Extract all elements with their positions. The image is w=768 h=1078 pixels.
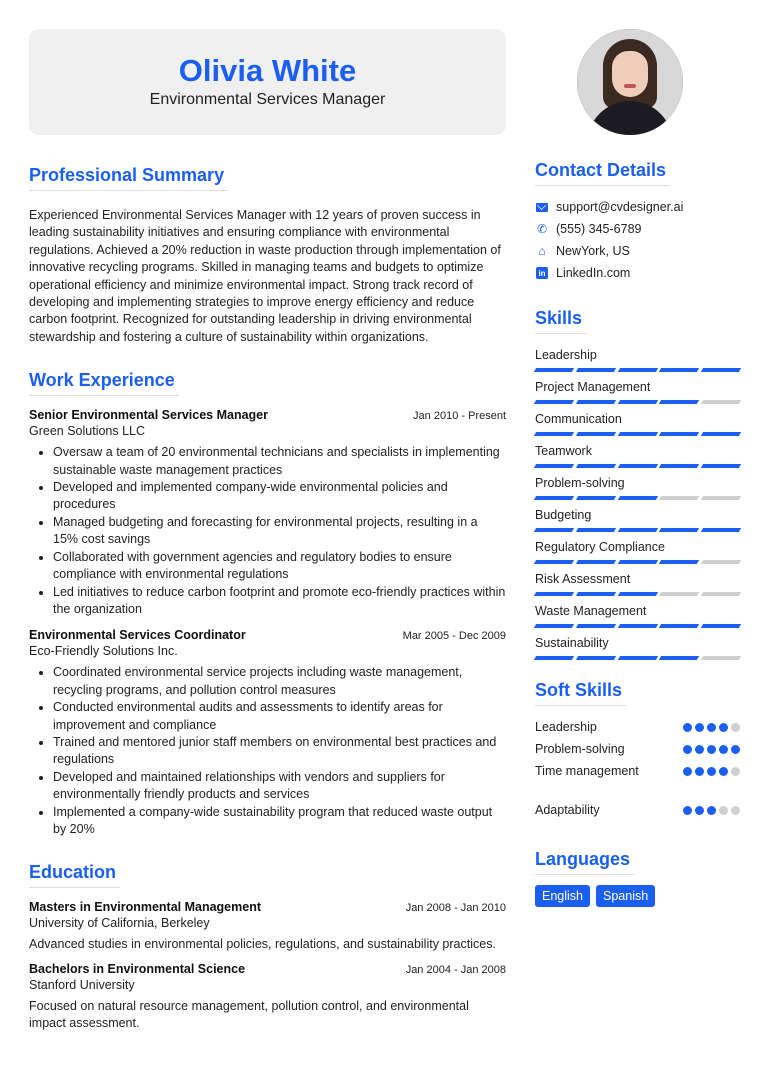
education-entry xyxy=(29,962,506,1033)
contact-email[interactable] xyxy=(535,196,740,218)
education-desc: Focused on natural resource management, pollution control, and environmental impact assessment. xyxy=(29,998,469,1031)
skill-level-meter xyxy=(535,464,740,468)
soft-skill-name: Adaptability xyxy=(535,803,600,817)
skill-name: Risk Assessment xyxy=(535,572,631,586)
skill-level-segment xyxy=(659,464,699,468)
job-bullet: • Conducted environmental audits and assessments to identify areas for improvement and compliance xyxy=(53,699,506,734)
job-dates: Jan 2010 - Present xyxy=(413,410,506,423)
rating-dot xyxy=(683,806,692,815)
skill-item xyxy=(535,410,740,436)
skill-name: Sustainability xyxy=(535,636,609,650)
skill-level-segment xyxy=(576,496,616,500)
skill-level-segment xyxy=(659,400,699,404)
contact-location xyxy=(535,240,740,262)
soft-skills-list xyxy=(535,716,740,821)
soft-skill-name: Problem-solving xyxy=(535,742,625,756)
skill-level-segment xyxy=(534,624,574,628)
job-bullets xyxy=(29,444,506,618)
home-icon: ⌂ xyxy=(538,244,546,258)
rating-dot xyxy=(683,767,692,776)
language-tag: English xyxy=(535,885,590,907)
skill-level-segment xyxy=(576,656,616,660)
rating-dot xyxy=(707,806,716,815)
skill-level-segment xyxy=(617,592,657,596)
skill-level-segment xyxy=(701,624,741,628)
skill-level-segment xyxy=(701,432,741,436)
skill-level-segment xyxy=(576,368,616,372)
job-company: Eco-Friendly Solutions Inc. xyxy=(29,644,178,659)
envelope-icon xyxy=(535,200,549,214)
skill-level-segment xyxy=(617,528,657,532)
skills-list xyxy=(535,346,740,660)
skill-level-segment xyxy=(576,464,616,468)
skill-name: Regulatory Compliance xyxy=(535,540,665,554)
skill-level-meter xyxy=(535,400,740,404)
skill-name: Budgeting xyxy=(535,508,592,522)
contact-linkedin[interactable] xyxy=(535,262,740,284)
soft-skill-rating xyxy=(683,745,740,754)
experience-heading: Work Experience xyxy=(29,370,179,396)
skill-level-segment xyxy=(617,496,657,500)
skill-level-meter xyxy=(535,432,740,436)
skill-item xyxy=(535,346,740,372)
rating-dot xyxy=(695,767,704,776)
school: Stanford University xyxy=(29,977,135,992)
job-role: Senior Environmental Services Manager xyxy=(29,408,268,423)
skill-level-segment xyxy=(617,560,657,564)
rating-dot xyxy=(695,745,704,754)
skill-level-segment xyxy=(617,656,657,660)
language-tag: Spanish xyxy=(596,885,655,907)
skill-name: Leadership xyxy=(535,348,597,362)
skill-name: Project Management xyxy=(535,380,651,394)
rating-dot xyxy=(683,723,692,732)
skill-item xyxy=(535,634,740,660)
phone-icon: ✆ xyxy=(536,222,548,236)
skill-level-segment xyxy=(659,496,699,500)
rating-dot xyxy=(707,745,716,754)
soft-skill-item xyxy=(535,738,740,760)
skill-level-meter xyxy=(535,592,740,596)
skill-level-segment xyxy=(576,592,616,596)
skill-level-segment xyxy=(617,368,657,372)
skills-heading: Skills xyxy=(535,308,586,334)
skill-level-segment xyxy=(576,624,616,628)
rating-dot xyxy=(731,745,740,754)
profile-photo xyxy=(577,29,683,135)
skill-level-segment xyxy=(659,624,699,628)
header-card xyxy=(29,29,506,135)
skill-level-segment xyxy=(534,464,574,468)
skill-level-segment xyxy=(534,432,574,436)
job-bullet: • Trained and mentored junior staff members on environmental best practices and regulations xyxy=(53,734,506,769)
job-entry xyxy=(29,628,506,838)
location-text: NewYork, US xyxy=(556,244,630,258)
skill-item xyxy=(535,538,740,564)
soft-skill-rating xyxy=(683,806,740,815)
skill-level-segment xyxy=(534,592,574,596)
skill-item xyxy=(535,442,740,468)
skill-level-segment xyxy=(576,560,616,564)
skill-level-segment xyxy=(534,496,574,500)
summary-heading: Professional Summary xyxy=(29,165,228,191)
soft-skill-item xyxy=(535,760,740,782)
job-bullet: • Collaborated with government agencies and regulatory bodies to ensure compliance with environmental regulations xyxy=(53,549,506,584)
linkedin-text: LinkedIn.com xyxy=(556,266,631,280)
skill-level-segment xyxy=(617,400,657,404)
skill-level-segment xyxy=(701,592,741,596)
skill-level-meter xyxy=(535,656,740,660)
skill-level-segment xyxy=(534,528,574,532)
skill-level-segment xyxy=(576,528,616,532)
soft-skill-name: Time management xyxy=(535,764,639,778)
job-bullet: • Coordinated environmental service projects including waste management, recycling programs, and pollution control measures xyxy=(53,664,506,699)
linkedin-icon: in xyxy=(535,266,549,280)
education-heading: Education xyxy=(29,862,120,888)
email-text: support@cvdesigner.ai xyxy=(556,200,684,214)
rating-dot xyxy=(719,806,728,815)
skill-level-segment xyxy=(701,656,741,660)
skill-level-segment xyxy=(701,528,741,532)
rating-dot xyxy=(719,745,728,754)
skill-level-segment xyxy=(534,656,574,660)
rating-dot xyxy=(683,745,692,754)
skill-item xyxy=(535,378,740,404)
skill-level-segment xyxy=(659,592,699,596)
skill-level-segment xyxy=(701,464,741,468)
skill-name: Teamwork xyxy=(535,444,592,458)
education-dates: Jan 2008 - Jan 2010 xyxy=(405,902,506,915)
main-column xyxy=(29,165,506,1033)
skill-level-segment xyxy=(659,432,699,436)
skill-level-segment xyxy=(576,400,616,404)
skill-level-meter xyxy=(535,496,740,500)
job-entry xyxy=(29,408,506,618)
skill-level-segment xyxy=(576,432,616,436)
soft-skill-item xyxy=(535,716,740,738)
skill-name: Communication xyxy=(535,412,622,426)
skill-level-segment xyxy=(617,464,657,468)
skill-level-segment xyxy=(659,560,699,564)
rating-dot xyxy=(731,723,740,732)
languages-heading: Languages xyxy=(535,849,634,875)
candidate-name: Olivia White xyxy=(178,53,357,88)
skill-level-meter xyxy=(535,624,740,628)
skill-item xyxy=(535,570,740,596)
job-bullet: • Developed and implemented company-wide environmental policies and procedures xyxy=(53,479,506,514)
job-bullet: • Implemented a company-wide sustainability program that reduced waste output by 20% xyxy=(53,804,506,839)
skill-level-meter xyxy=(535,368,740,372)
skill-level-segment xyxy=(659,656,699,660)
skill-level-segment xyxy=(701,496,741,500)
skill-level-segment xyxy=(534,368,574,372)
skill-item xyxy=(535,506,740,532)
skill-level-meter xyxy=(535,528,740,532)
soft-skills-heading: Soft Skills xyxy=(535,680,626,706)
education-entry xyxy=(29,900,506,953)
degree: Bachelors in Environmental Science xyxy=(29,961,246,976)
rating-dot xyxy=(719,767,728,776)
soft-skill-item xyxy=(535,799,740,821)
summary-text: Experienced Environmental Services Manager with 12 years of proven success in leading sustainability initiatives and ensuring compliance with environmental regulations. Achieved a 20% reduction in waste production through implementation of innovative recycling programs. Skilled in managing teams and budgets to optimize operational efficiency and minimize environmental impact. Strong track record of developing and implementing strategies to improve energy efficiency and reduce carbon footprint. Recognized for outstanding leadership in driving environmental stewardship and fostering a culture of sustainability within organizations. xyxy=(29,208,501,344)
skill-level-segment xyxy=(659,368,699,372)
soft-skill-rating xyxy=(683,723,740,732)
skill-level-segment xyxy=(534,400,574,404)
rating-dot xyxy=(731,767,740,776)
education-desc: Advanced studies in environmental policies, regulations, and sustainability practices. xyxy=(29,937,496,952)
skill-level-meter xyxy=(535,560,740,564)
skill-level-segment xyxy=(701,368,741,372)
job-bullet: • Developed and maintained relationships with vendors and suppliers for environmentally friendly products and services xyxy=(53,769,506,804)
contact-phone[interactable] xyxy=(535,218,740,240)
soft-skill-rating xyxy=(683,767,740,776)
skill-item xyxy=(535,602,740,628)
job-bullet: • Oversaw a team of 20 environmental technicians and specialists in implementing sustainable waste management practices xyxy=(53,444,506,479)
job-bullets xyxy=(29,664,506,838)
contact-heading: Contact Details xyxy=(535,160,670,186)
languages-list xyxy=(535,885,740,907)
phone-text: (555) 345-6789 xyxy=(556,222,642,236)
rating-dot xyxy=(695,723,704,732)
job-role: Environmental Services Coordinator xyxy=(29,628,246,643)
skill-name: Waste Management xyxy=(535,604,647,618)
job-bullet: • Led initiatives to reduce carbon footprint and promote eco-friendly practices within the organization xyxy=(53,584,506,619)
job-company: Green Solutions LLC xyxy=(29,424,146,439)
skill-level-segment xyxy=(534,560,574,564)
education-dates: Jan 2004 - Jan 2008 xyxy=(405,963,506,976)
soft-skill-name: Leadership xyxy=(535,720,597,734)
rating-dot xyxy=(707,723,716,732)
skill-level-segment xyxy=(701,560,741,564)
skill-level-segment xyxy=(617,624,657,628)
job-bullet: • Managed budgeting and forecasting for environmental projects, resulting in a 15% cost savings xyxy=(53,514,506,549)
rating-dot xyxy=(731,806,740,815)
skill-level-segment xyxy=(659,528,699,532)
skill-level-segment xyxy=(617,432,657,436)
rating-dot xyxy=(719,723,728,732)
candidate-title: Environmental Services Manager xyxy=(149,91,386,108)
degree: Masters in Environmental Management xyxy=(29,900,262,915)
rating-dot xyxy=(695,806,704,815)
job-dates: Mar 2005 - Dec 2009 xyxy=(402,630,506,643)
skill-item xyxy=(535,474,740,500)
skill-name: Problem-solving xyxy=(535,476,625,490)
skill-level-segment xyxy=(701,400,741,404)
school: University of California, Berkeley xyxy=(29,916,210,931)
rating-dot xyxy=(707,767,716,776)
side-column xyxy=(535,160,740,907)
